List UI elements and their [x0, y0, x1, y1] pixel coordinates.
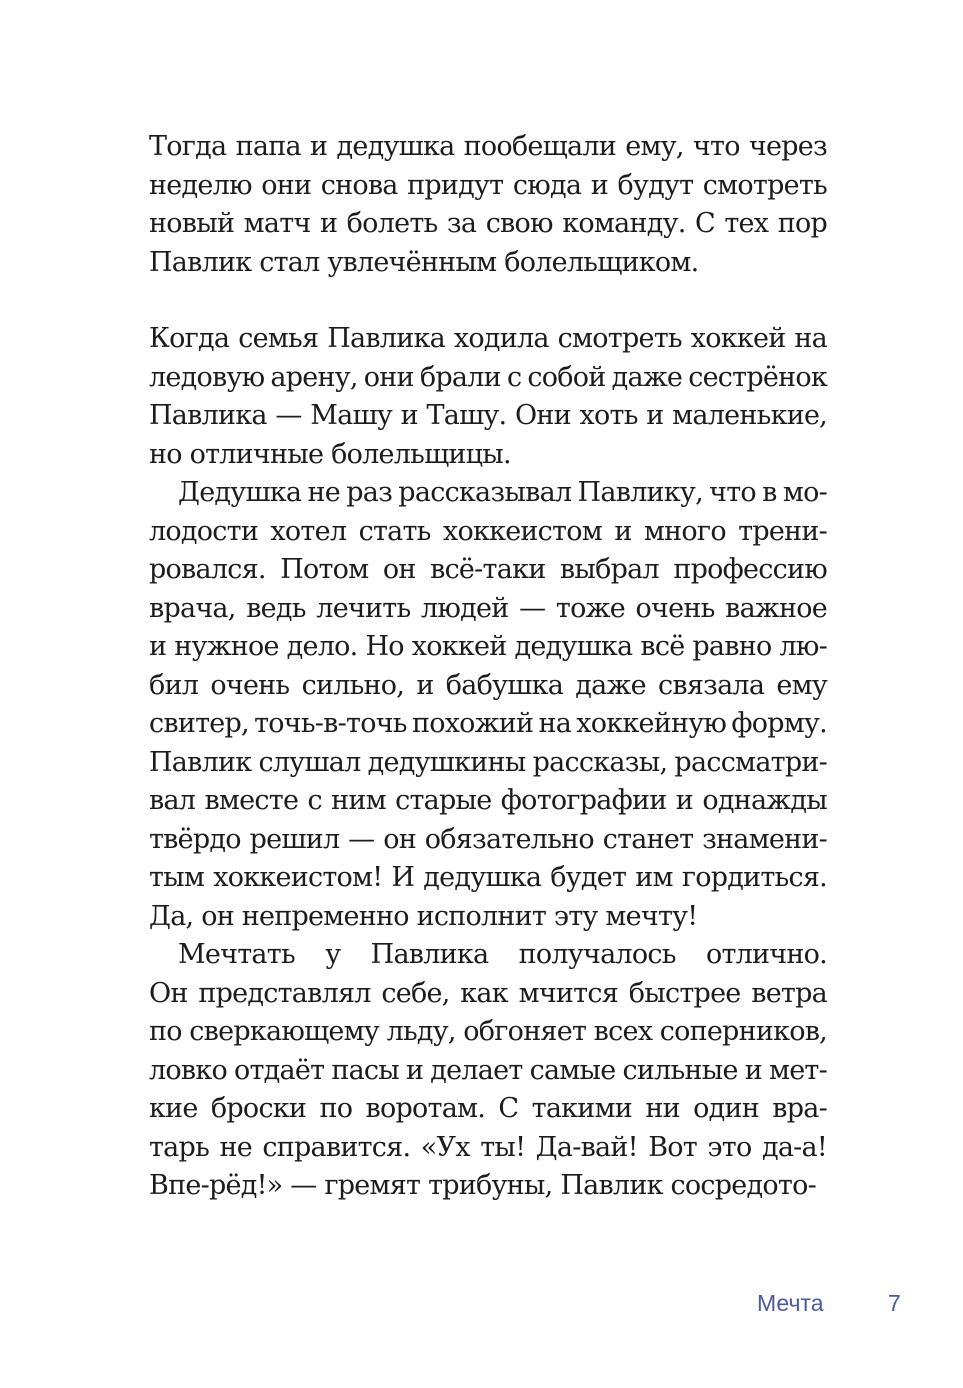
text-line: Тогда папа и дедушка пообещали ему, что через — [149, 131, 827, 162]
text-line: Когда семья Павлика ходила смотреть хоккей на — [149, 323, 827, 354]
running-footer-title: Мечта — [757, 1290, 824, 1316]
text-line: новый матч и болеть за свою команду. С тех пор — [149, 208, 827, 239]
text-line: тарь не справится. «Ух ты! Да-вай! Вот это да-а! — [149, 1131, 827, 1163]
paragraph-3 — [149, 474, 827, 936]
text-line: ровался. Потом он всё-таки выбрал профессию — [149, 554, 827, 585]
text-line: вал вместе с ним старые фотографии и однажды — [149, 785, 827, 816]
text-line: Павлика — Машу и Ташу. Они хоть и маленькие, — [149, 400, 827, 431]
text-line: неделю они снова придут сюда и будут смотреть — [149, 169, 827, 201]
text-line: тым хоккеистом! И дедушка будет им гордиться. — [149, 862, 827, 893]
paragraph-4 — [149, 936, 827, 1206]
text-line: Да, он непременно исполнит эту мечту! — [149, 900, 698, 932]
page-number: 7 — [888, 1290, 901, 1316]
text-line: Дедушка не раз рассказывал Павлику, что в мо- — [178, 477, 827, 508]
text-line: кие броски по воротам. С такими ни один вра- — [149, 1093, 827, 1124]
text-line: по сверкающему льду, обгоняет всех соперников, — [149, 1016, 827, 1047]
text-line: но отличные болельщицы. — [149, 438, 511, 470]
text-line: лодости хотел стать хоккеистом и много трени- — [149, 515, 827, 547]
text-line: бил очень сильно, и бабушка даже связала ему — [149, 669, 827, 701]
text-line: врача, ведь лечить людей — тоже очень важное — [149, 592, 827, 624]
paragraph-2 — [149, 320, 827, 474]
text-line: и нужное дело. Но хоккей дедушка всё равно лю- — [149, 631, 827, 662]
text-line: Павлик стал увлечённым болельщиком. — [149, 246, 699, 278]
text-line: Павлик слушал дедушкины рассказы, рассматри- — [149, 746, 827, 778]
text-line: твёрдо решил — он обязательно станет знамени- — [149, 823, 827, 855]
text-line: Он представлял себе, как мчится быстрее ветра — [149, 977, 827, 1009]
text-line: свитер, точь-в-точь похожий на хоккейную форму. — [149, 708, 827, 739]
text-line: Мечтать у Павлика получалось отлично. — [178, 939, 827, 970]
text-line: ледовую арену, они брали с собой даже сестрёнок — [149, 361, 827, 393]
text-line: ловко отдаёт пасы и делает самые сильные и мет- — [149, 1054, 827, 1086]
paragraph-1 — [149, 128, 827, 282]
text-line: Впе-рёд!» — гремят трибуны, Павлик сосредото- — [149, 1170, 816, 1201]
